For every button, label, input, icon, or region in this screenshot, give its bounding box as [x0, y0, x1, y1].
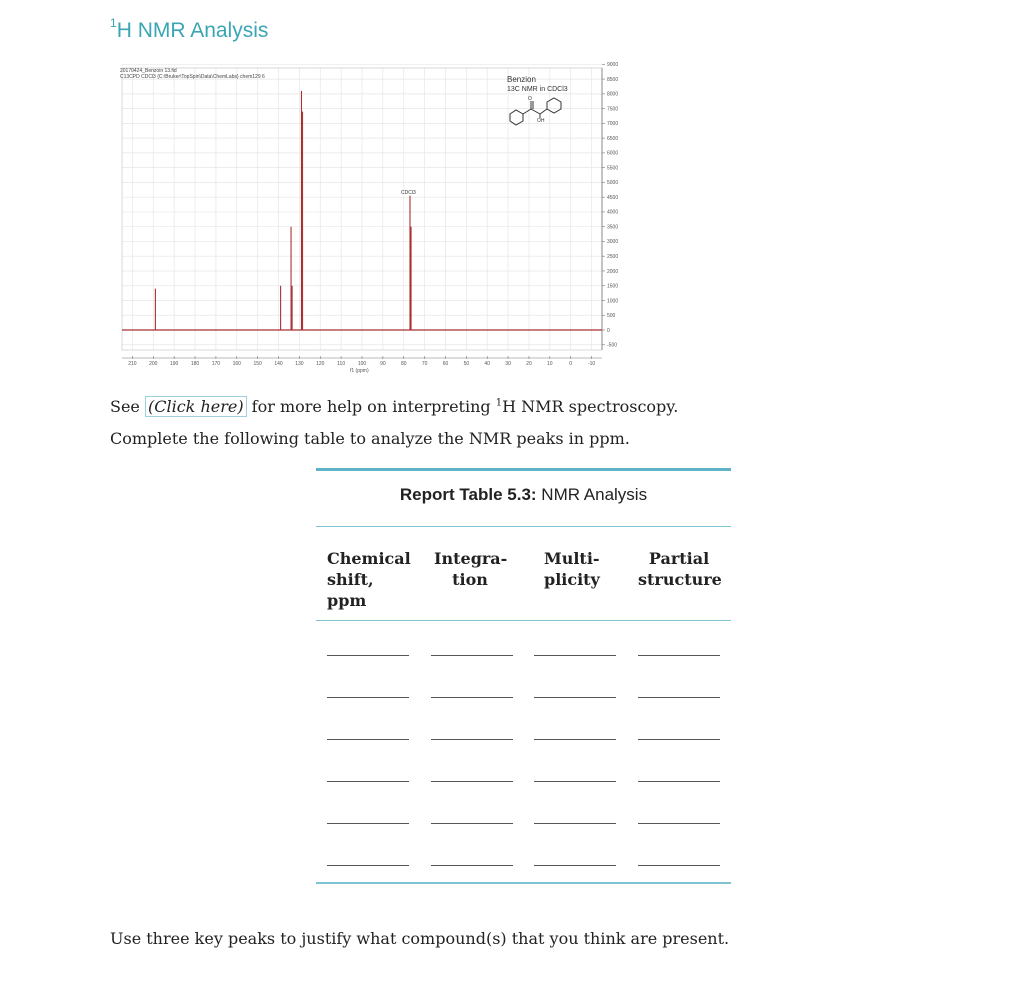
- x-tick-label: 10: [547, 361, 553, 367]
- y-tick-label: 6500: [607, 135, 619, 142]
- footer-instruction: Use three key peaks to justify what compound(s) that you think are present.: [110, 929, 730, 948]
- y-tick-label: 7000: [607, 121, 619, 128]
- answer-blank-row5-col4[interactable]: [638, 823, 720, 824]
- solvent-peak-label: CDCl3: [401, 190, 416, 196]
- answer-blank-row6-col2[interactable]: [431, 865, 513, 866]
- spectrum-header-line1: 20170424_Benzoin 13.fid: [120, 68, 177, 74]
- x-tick-label: 150: [253, 361, 262, 367]
- answer-blank-row3-col4[interactable]: [638, 739, 720, 740]
- y-tick-label: 5500: [607, 165, 619, 172]
- y-tick-label: 4000: [607, 209, 619, 216]
- table-caption: [316, 485, 731, 505]
- answer-blank-row4-col2[interactable]: [431, 781, 513, 782]
- help-paragraph: [110, 397, 678, 416]
- report-table: [316, 468, 731, 885]
- answer-blank-row5-col3[interactable]: [534, 823, 616, 824]
- answer-blank-row6-col1[interactable]: [327, 865, 409, 866]
- x-tick-label: 140: [274, 361, 283, 367]
- answer-blank-row4-col1[interactable]: [327, 781, 409, 782]
- x-tick-label: 90: [380, 361, 386, 367]
- column-header-integration: Integra- tion: [434, 549, 508, 589]
- y-tick-label: -500: [607, 342, 618, 349]
- compound-subtitle: 13C NMR in CDCl3: [507, 86, 568, 93]
- y-tick-label: 3000: [607, 239, 619, 246]
- x-tick-label: 190: [170, 361, 179, 367]
- click-here-link[interactable]: (Click here): [145, 396, 247, 417]
- answer-blank-row6-col3[interactable]: [534, 865, 616, 866]
- x-tick-label: 0: [569, 361, 573, 367]
- answer-blank-row1-col1[interactable]: [327, 655, 409, 656]
- answer-blank-row2-col3[interactable]: [534, 697, 616, 698]
- answer-blank-row3-col2[interactable]: [431, 739, 513, 740]
- y-tick-label: 8000: [607, 91, 619, 98]
- table-header-rule: [316, 620, 731, 621]
- answer-blank-row5-col2[interactable]: [431, 823, 513, 824]
- answer-blank-row3-col1[interactable]: [327, 739, 409, 740]
- x-tick-label: 30: [505, 361, 511, 367]
- answer-blank-row4-col4[interactable]: [638, 781, 720, 782]
- answer-blank-row1-col4[interactable]: [638, 655, 720, 656]
- answer-blank-row6-col4[interactable]: [638, 865, 720, 866]
- answer-blank-row4-col3[interactable]: [534, 781, 616, 782]
- hydroxyl-label: OH: [537, 118, 545, 124]
- y-tick-label: 7500: [607, 106, 619, 113]
- x-axis-label: f1 (ppm): [350, 368, 369, 374]
- spectrum-header-line2: C13CPD CDCl3 {C:\Bruker\TopSpin\Data\ChemLabs} chem129 6: [120, 74, 265, 80]
- x-tick-label: -10: [587, 361, 596, 367]
- help-suffix: H NMR spectroscopy.: [502, 397, 679, 416]
- page-title: [110, 18, 268, 43]
- answer-blank-row2-col4[interactable]: [638, 697, 720, 698]
- x-tick-label: 50: [463, 361, 470, 367]
- help-superscript: 1: [495, 397, 503, 409]
- title-superscript: 1: [110, 16, 117, 30]
- answer-blank-row2-col1[interactable]: [327, 697, 409, 698]
- y-tick-label: 1000: [607, 298, 619, 305]
- table-caption-bold: Report Table 5.3:: [399, 485, 537, 504]
- x-tick-label: 200: [149, 361, 158, 367]
- y-tick-label: 8500: [607, 76, 619, 83]
- column-header-partial-structure: Partial structure: [638, 549, 722, 589]
- help-prefix: See: [110, 397, 145, 416]
- x-tick-label: 120: [316, 361, 325, 367]
- table-bottom-rule: [316, 882, 731, 884]
- y-tick-label: 9000: [607, 62, 619, 69]
- answer-blank-row2-col2[interactable]: [431, 697, 513, 698]
- column-header-chemical-shift: Chemical shift, ppm: [327, 549, 411, 610]
- x-tick-label: 170: [211, 361, 221, 367]
- x-tick-label: 20: [526, 361, 532, 367]
- title-text: H NMR Analysis: [116, 19, 269, 42]
- help-middle: for more help on interpreting: [246, 397, 496, 416]
- y-tick-label: 2500: [607, 254, 619, 261]
- column-header-multiplicity: Multi- plicity: [544, 549, 600, 589]
- answer-blank-row1-col3[interactable]: [534, 655, 616, 656]
- table-caption-rest: NMR Analysis: [536, 485, 648, 504]
- x-tick-label: 70: [421, 361, 428, 367]
- y-tick-label: 3500: [607, 224, 619, 231]
- x-tick-label: 130: [295, 361, 304, 367]
- y-tick-label: 6000: [607, 150, 619, 157]
- instruction-text: Complete the following table to analyze the NMR peaks in ppm.: [110, 429, 630, 448]
- x-tick-label: 180: [190, 361, 200, 367]
- x-tick-label: 160: [232, 361, 241, 367]
- y-tick-label: 2000: [607, 268, 619, 275]
- x-tick-label: 210: [128, 361, 137, 367]
- y-tick-label: 0: [607, 327, 610, 334]
- x-tick-label: 100: [357, 361, 367, 367]
- x-tick-label: 110: [337, 361, 346, 367]
- answer-blank-row1-col2[interactable]: [431, 655, 513, 656]
- table-caption-rule: [316, 526, 731, 527]
- table-top-rule: [316, 468, 731, 471]
- answer-blank-row3-col3[interactable]: [534, 739, 616, 740]
- x-tick-label: 60: [442, 361, 449, 367]
- compound-name: Benzion: [507, 75, 536, 84]
- answer-blank-row5-col1[interactable]: [327, 823, 409, 824]
- y-tick-label: 4500: [607, 194, 619, 201]
- nmr-spectrum-image: [110, 60, 630, 375]
- x-tick-label: 80: [400, 361, 407, 367]
- x-tick-label: 40: [484, 361, 490, 367]
- carbonyl-o-label: O: [528, 96, 532, 102]
- y-tick-label: 500: [607, 313, 616, 320]
- y-tick-label: 1500: [607, 283, 619, 290]
- y-tick-label: 5000: [607, 180, 619, 187]
